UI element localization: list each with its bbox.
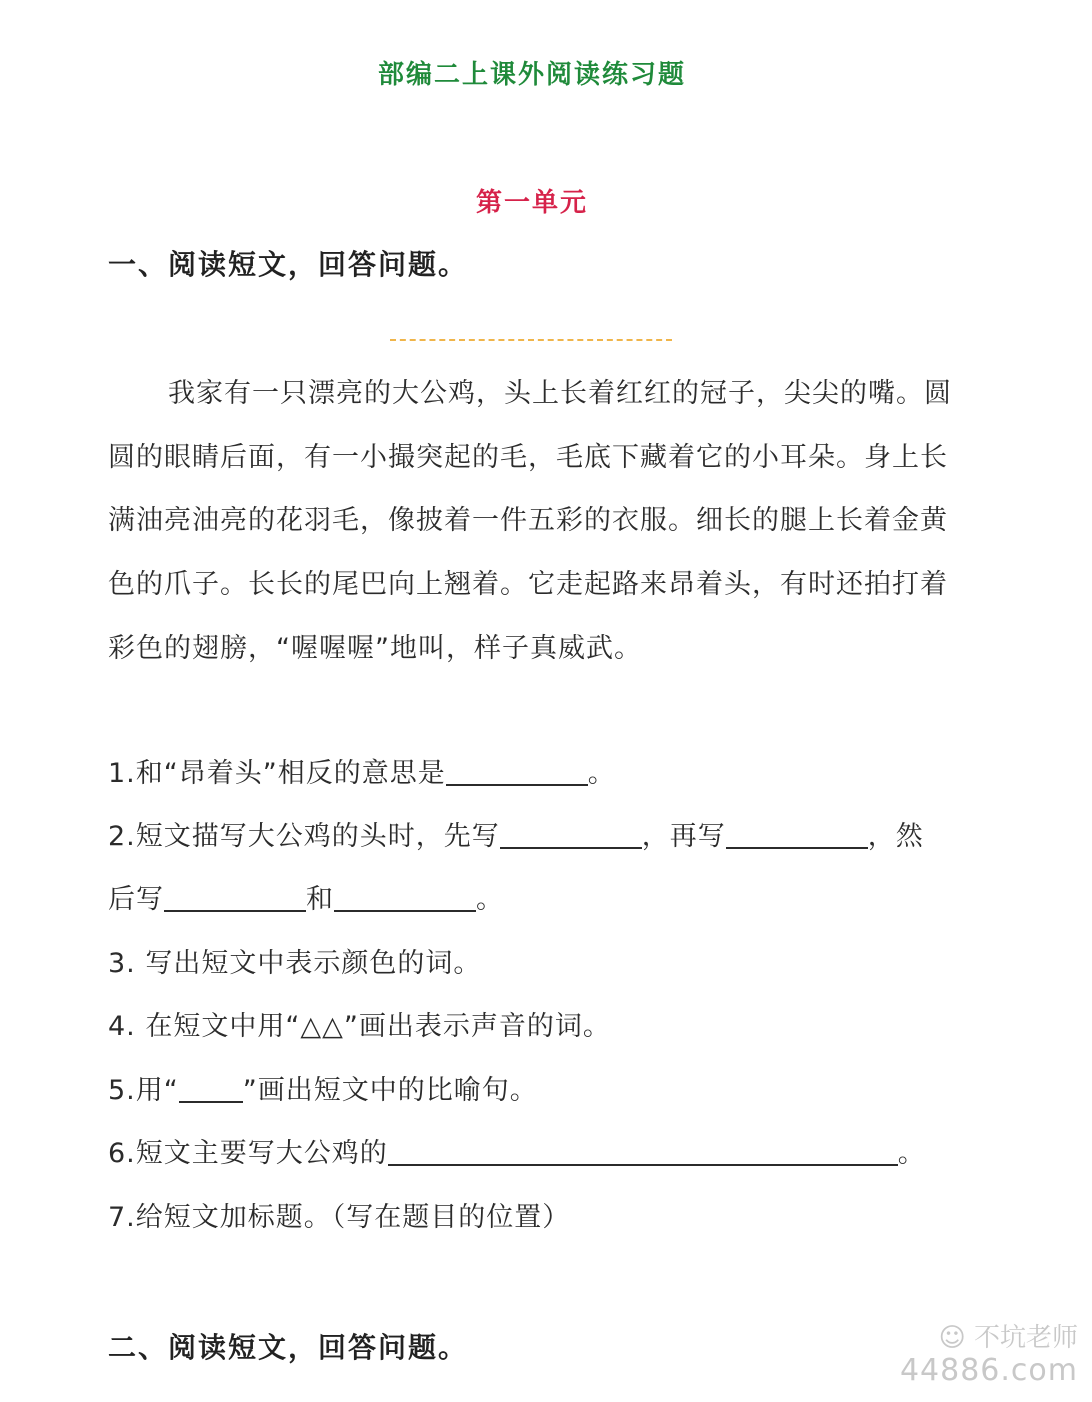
watermark (900, 1322, 1078, 1388)
question-5 (108, 1071, 538, 1111)
question-6-text: 6.短文主要写大公鸡的 (108, 1138, 388, 1169)
answer-blank-1[interactable] (446, 756, 588, 786)
document-title: 部编二上课外阅读练习题 (377, 60, 686, 90)
answer-blank-2c[interactable] (164, 882, 306, 912)
watermark-site: 44886.com (899, 1353, 1078, 1388)
section-heading-1: 一、阅读短文，回答问题。 (108, 248, 469, 281)
question-2-text: 2.短文描写大公鸡的头时，先写 (108, 821, 500, 852)
underline-sample (179, 1073, 243, 1103)
question-2-mid1: ，再写 (641, 821, 726, 852)
unit-title: 第一单元 (475, 188, 588, 218)
question-2-end: 。 (476, 884, 504, 915)
question-3: 3. 写出短文中表示颜色的词。 (108, 948, 482, 979)
answer-blank-2d[interactable] (334, 882, 476, 912)
question-4: 4. 在短文中用“△△”画出表示声音的词。 (108, 1011, 611, 1042)
question-2 (108, 817, 924, 857)
question-5-end: ”画出短文中的比喻句。 (242, 1075, 538, 1106)
answer-blank-2b[interactable] (726, 819, 868, 849)
wechat-icon: ☺ (938, 1323, 966, 1353)
question-2-mid2: ，然 (867, 821, 924, 852)
watermark-brand: ☺ 不坑老师 (938, 1323, 1078, 1353)
passage-text: 我家有一只漂亮的大公鸡，头上长着红红的冠子，尖尖的嘴。圆圆的眼睛后面，有一小撮突起的毛，毛底下藏着它的小耳朵。身上长满油亮油亮的花羽毛，像披着一件五彩的衣服。细长的腿上长着金黄色的爪子。长长的尾巴向上翘着。它走起路来昂着头，有时还拍打着彩色的翅膀，“喔喔喔”地叫，样子真威武。 (108, 378, 952, 664)
question-2-line-2 (108, 880, 504, 920)
passage (108, 362, 958, 681)
question-2-mid3: 和 (306, 884, 334, 915)
question-1 (108, 754, 616, 794)
question-5-text: 5.用“ (108, 1075, 179, 1106)
question-7: 7.给短文加标题。（写在题目的位置） (108, 1202, 571, 1233)
question-6 (108, 1134, 926, 1174)
section-heading-2: 二、阅读短文，回答问题。 (108, 1331, 469, 1364)
answer-blank-6[interactable] (388, 1136, 898, 1166)
question-2-line2-text: 后写 (108, 884, 164, 915)
passage-title-blank (390, 339, 672, 341)
question-6-end: 。 (897, 1138, 926, 1169)
question-1-end: 。 (587, 758, 616, 789)
question-1-text: 1.和“昂着头”相反的意思是 (108, 758, 446, 789)
answer-blank-2a[interactable] (500, 819, 642, 849)
